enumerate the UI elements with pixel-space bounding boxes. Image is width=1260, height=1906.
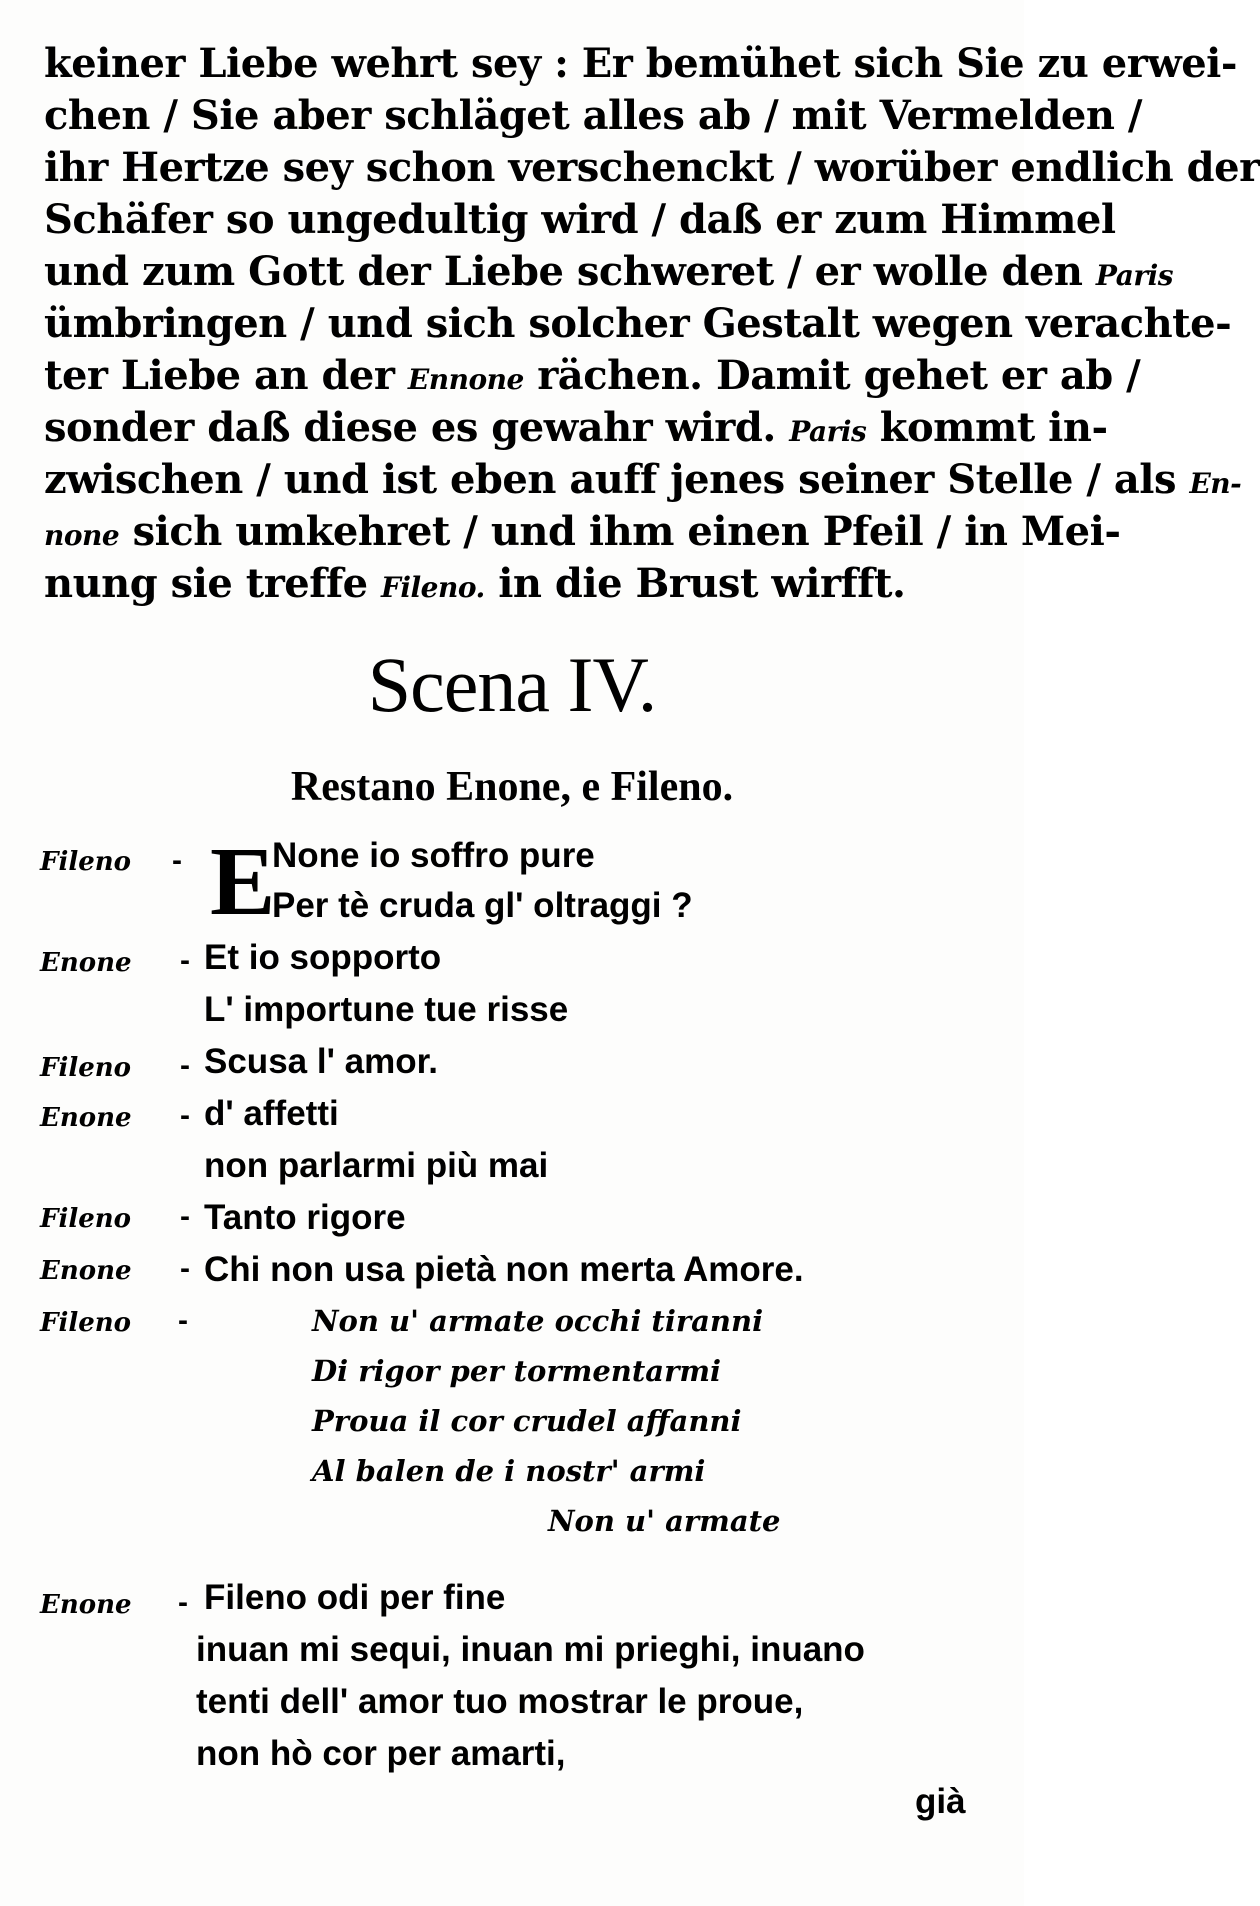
speaker-label: Fileno <box>40 1308 131 1338</box>
speaker-dash: - <box>180 1049 190 1082</box>
verse-line: Et io sopporto <box>204 938 442 977</box>
prose-line: zwischen / und ist eben auff jenes seiner Stelle / als En- <box>44 456 1242 503</box>
speaker-label: Enone <box>40 948 132 978</box>
name-paris: Paris <box>789 415 867 448</box>
name-ennone: none <box>44 519 120 552</box>
aria-line: Proua il cor crudel affanni <box>312 1404 742 1438</box>
prose-line: Schäfer so ungedultig wird / daß er zum Himmel <box>44 196 1116 243</box>
speaker-dash: - <box>180 944 190 977</box>
speaker-dash: - <box>180 1099 190 1132</box>
speaker-label: Fileno <box>40 1053 131 1083</box>
verse-line: d' affetti <box>204 1094 339 1133</box>
name-fileno: Fileno. <box>381 571 485 604</box>
speaker-dash: - <box>178 1304 188 1337</box>
verse-line: Tanto rigore <box>204 1198 406 1237</box>
verse-line: non hò cor per amarti, <box>196 1734 566 1773</box>
aria-line: Non u' armate <box>548 1504 781 1538</box>
speaker-label: Enone <box>40 1103 132 1133</box>
aria-line: Di rigor per tormentarmi <box>312 1354 722 1388</box>
speaker-dash: - <box>180 1200 190 1233</box>
speaker-label: Enone <box>40 1590 132 1620</box>
speaker-dash: - <box>178 1586 188 1619</box>
prose-line: und zum Gott der Liebe schweret / er wolle den Paris <box>44 248 1174 295</box>
speaker-label: Fileno <box>40 1204 131 1234</box>
prose-line: sonder daß diese es gewahr wird. Paris kommt in- <box>44 404 1108 451</box>
scene-title: Scena IV. <box>367 641 657 728</box>
verse-line: inuan mi sequi, inuan mi prieghi, inuano <box>196 1630 865 1669</box>
verse-line: tenti dell' amor tuo mostrar le proue, <box>196 1682 804 1721</box>
prose-line: nung sie treffe Fileno. in die Brust wirfft. <box>44 560 906 607</box>
name-ennone: En- <box>1189 467 1242 500</box>
verse-line: Scusa l' amor. <box>204 1042 438 1081</box>
aria-line: Al balen de i nostr' armi <box>312 1454 706 1488</box>
speaker-dash: - <box>172 844 182 877</box>
name-paris: Paris <box>1095 259 1174 292</box>
scene-subtitle: Restano Enone, e Fileno. <box>290 764 734 810</box>
prose-line: keiner Liebe wehrt sey : Er bemühet sich Sie zu erwei- <box>44 40 1237 87</box>
prose-line: ümbringen / und sich solcher Gestalt wegen verachte- <box>44 300 1232 347</box>
name-ennone: Ennone <box>407 363 524 396</box>
aria-line: Non u' armate occhi tiranni <box>312 1304 764 1338</box>
catchword: già <box>915 1782 966 1821</box>
verse-line: non parlarmi più mai <box>204 1146 549 1185</box>
prose-line: chen / Sie aber schläget alles ab / mit Vermelden / <box>44 92 1142 139</box>
verse-line: Fileno odi per fine <box>204 1578 506 1617</box>
verse-line: Per tè cruda gl' oltraggi ? <box>272 886 693 925</box>
verse-line: L' importune tue risse <box>204 990 569 1029</box>
prose-line: ter Liebe an der Ennone rächen. Damit gehet er ab / <box>44 352 1141 399</box>
speaker-dash: - <box>180 1252 190 1285</box>
prose-line: ihr Hertze sey schon verschenckt / worüber endlich der <box>44 144 1260 191</box>
verse-line: Chi non usa pietà non merta Amore. <box>204 1250 804 1289</box>
speaker-label: Enone <box>40 1256 132 1286</box>
verse-line: None io soffro pure <box>272 836 595 875</box>
prose-line: none sich umkehret / und ihm einen Pfeil / in Mei- <box>44 508 1121 555</box>
speaker-label: Fileno <box>40 847 131 877</box>
drop-cap: E <box>210 828 276 936</box>
